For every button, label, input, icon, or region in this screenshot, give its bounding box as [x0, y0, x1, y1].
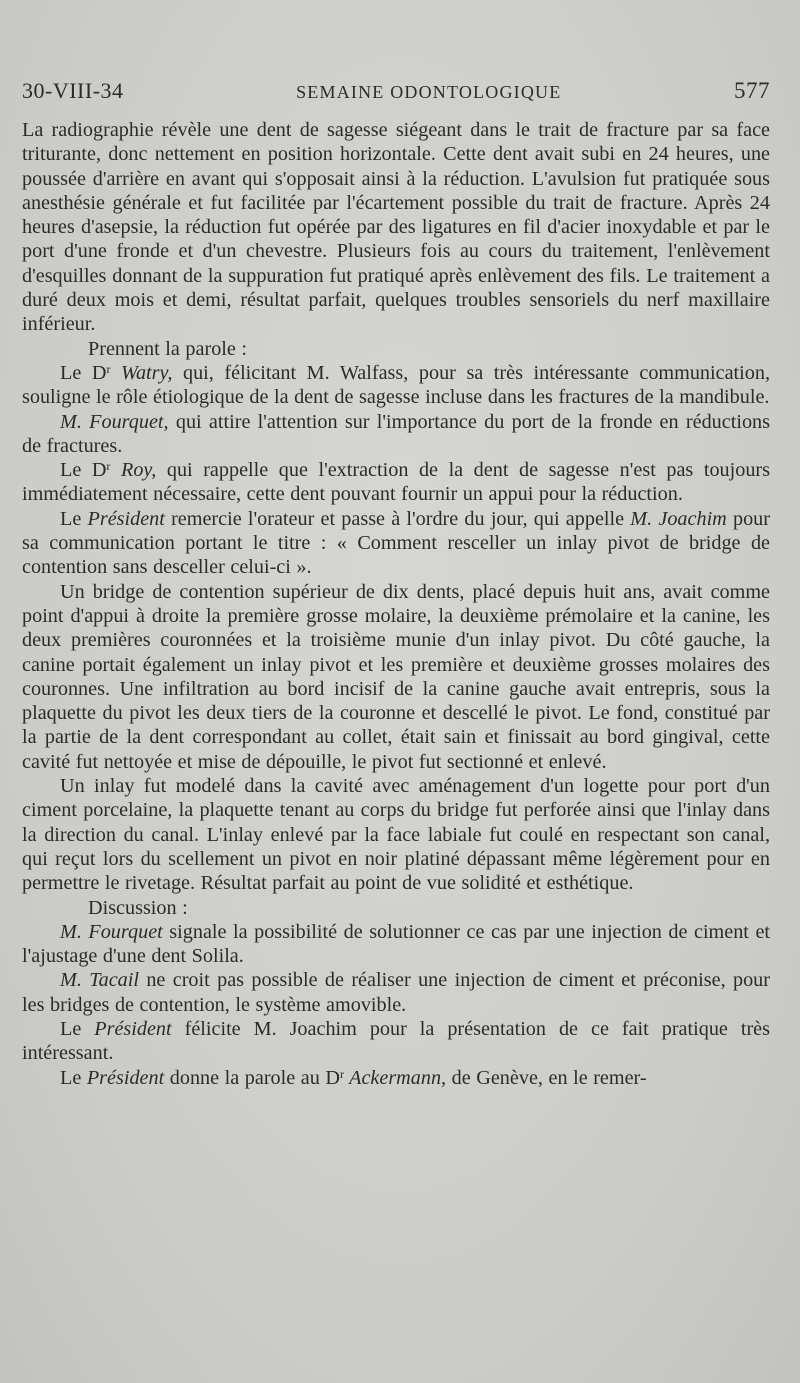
speaker-name: Président	[86, 1066, 165, 1089]
speaker-name: M. Tacail	[60, 969, 139, 992]
speaker-name: Président	[87, 507, 165, 530]
paragraph-fourquet-discussion: M. Fourquet signale la possibilité de solutionner ce cas par une injection de ciment et l'ajustage d'une dent Solila.	[22, 920, 771, 968]
speaker-name: Watry,	[121, 361, 173, 384]
running-header	[22, 78, 770, 104]
paragraph-bridge-description: Un bridge de contention supérieur de dix dents, placé depuis huit ans, avait comme point d'appui à droite la première grosse molaire, la deuxième prémolaire et la canine, les deux premières couronnées et la troisième munie d'un inlay pivot. Du côté gauche, la canine portait également un inlay pivot et les première et deuxième grosses molaires des couronnes. Une infiltration au bord incisif de la canine gauche avait entrepris, sous la plaquette du pivot les deux tiers de la couronne et descellé le pivot. Le fond, constitué par la partie de la dent correspondant au collet, était sain et finissait au bord gingival, cette cavité fut nettoyée et mise de dépouille, le pivot fut sectionné et enlevé.	[22, 580, 770, 773]
speaker-name: M. Joachim	[630, 507, 727, 530]
paragraph-president-remercie: Le Président remercie l'orateur et passe à l'ordre du jour, qui appelle M. Joachim pour sa communication portant le titre : « Comment resceller un inlay pivot de bridge de contention sans desceller celui-ci ».	[22, 507, 770, 579]
paragraph-president-ackermann: Le Président donne la parole au $D^r$ Ackermann, de Genève, en le remer-	[60, 1066, 647, 1089]
speaker-name: Président	[94, 1017, 172, 1040]
page-number: 577	[734, 78, 770, 103]
paragraph-fourquet: M. Fourquet, qui attire l'attention sur l'importance du port de la fronde en réductions de fractures.	[22, 410, 770, 457]
speaker-name: M. Fourquet,	[60, 410, 169, 433]
paragraph-case-report: La radiographie révèle une dent de sagesse siégeant dans le trait de fracture par sa face triturante, donc nettement en position horizontale. Cette dent avait subi en 24 heures, une poussée d'arrière en avant qui s'opposait ainsi à la réduction. L'avulsion fut pratiquée sous anesthésie générale et fut facilitée par l'écartement possible du trait de fracture. Après 24 heures d'asepsie, la réduction fut opérée par des ligatures en fil d'acier inoxydable et par le port d'une fronde et d'un chevestre. Plusieurs fois au cours du traitement, l'enlèvement d'esquilles donnant de la suppuration fut pratiqué après enlèvement des fils. Le traitement a duré deux mois et demi, résultat parfait, quelques troubles sensoriels du nerf maxillaire inférieur.	[22, 119, 770, 336]
paragraph-inlay-procedure: Un inlay fut modelé dans la cavité avec aménagement d'un logette pour port d'un ciment porcelaine, la plaquette tenant au corps du bridge fut perforée ainsi que l'inlay dans la direction du canal. L'inlay enlevé par la face labiale fut coulé en respectant son canal, qui reçut lors du scellement un pivot en noir platiné dépassant même légèrement pour en permettre le rivetage. Résultat parfait au point de vue solidité et esthétique.	[22, 775, 770, 895]
header-date: 30-VIII-34	[22, 78, 124, 103]
article-body	[22, 118, 770, 1090]
paragraph-tacail: M. Tacail ne croit pas possible de réaliser une injection de ciment et préconise, pour les bridges de contention, le système amovible.	[22, 969, 770, 1016]
paragraph-discussion-heading: Discussion :	[88, 896, 188, 919]
speaker-name: Ackermann,	[343, 1066, 447, 1089]
paragraph-president-felicite: Le Président félicite M. Joachim pour la présentation de ce fait pratique très intéressant.	[22, 1017, 770, 1065]
speaker-name: Roy,	[120, 459, 157, 482]
paragraph-speakers-intro: Prennent la parole :	[88, 337, 248, 360]
journal-title: SEMAINE ODONTOLOGIQUE	[296, 82, 562, 102]
speaker-name: M. Fourquet	[60, 920, 163, 943]
paragraph-watry: Le $D^r$ Watry, qui, félicitant M. Walfass, pour sa très intéressante communication, souligne le rôle étiologique de la dent de sagesse incluse dans les fractures de la mandibule.	[22, 361, 770, 409]
paragraph-roy: Le $D^r$ Roy, qui rappelle que l'extraction de la dent de sagesse n'est pas toujours immédiatement nécessaire, cette dent pouvant fournir un appui pour la réduction.	[22, 459, 771, 506]
